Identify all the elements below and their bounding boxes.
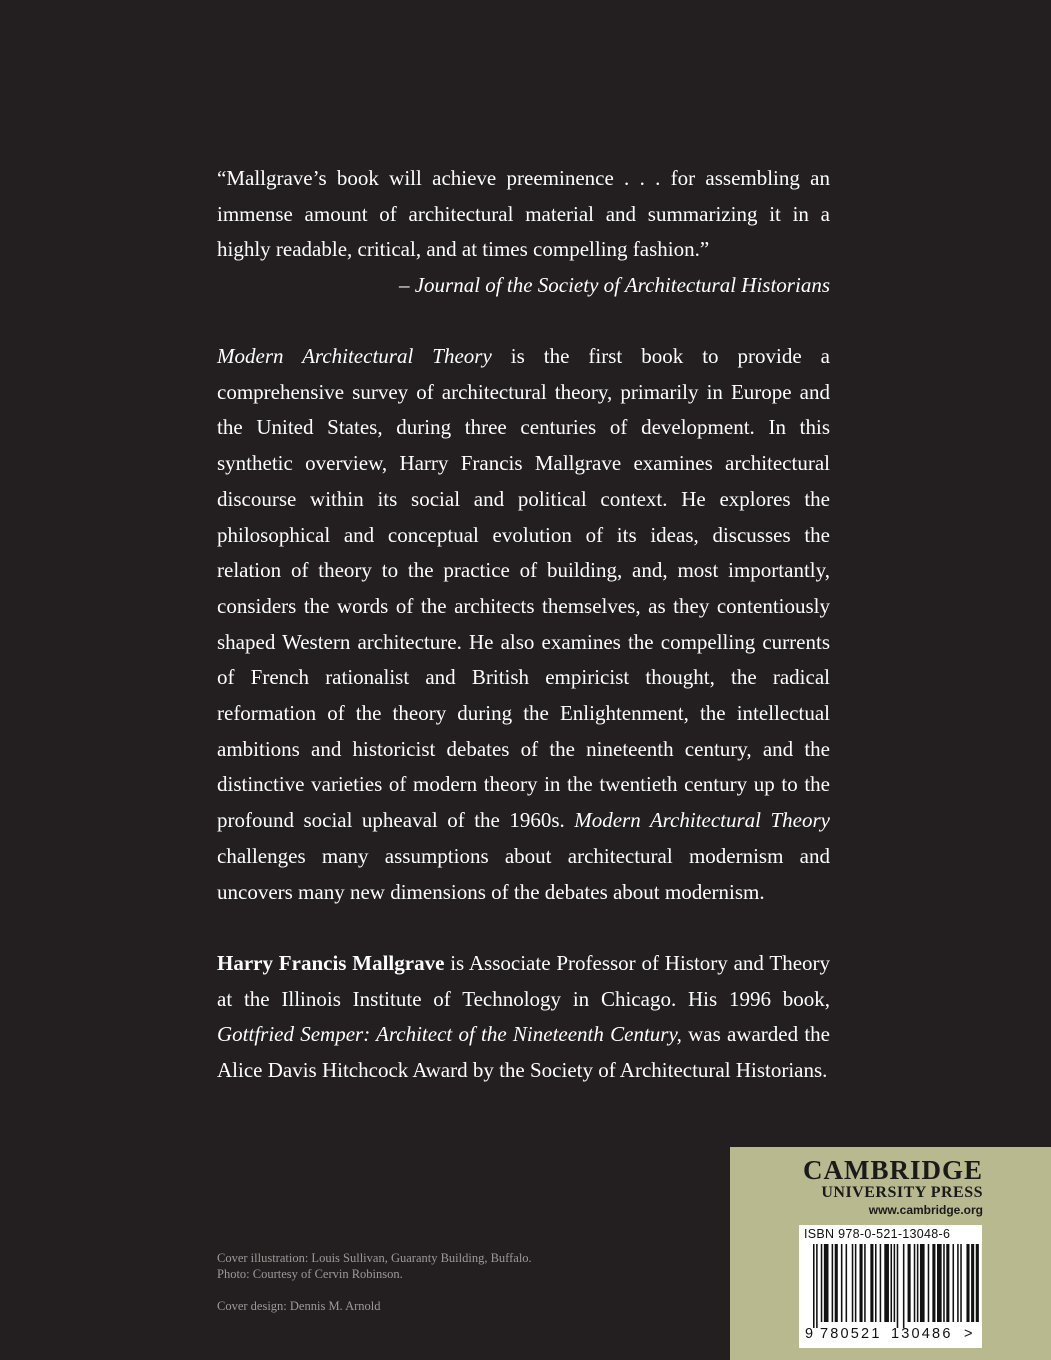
quote-text: “Mallgrave’s book will achieve preeminence . . . for assembling an immense amount of architectural material and summarizing it in a highly readable, critical, and at times compelling fashion.” <box>217 166 830 262</box>
barcode-bar <box>884 1244 889 1322</box>
barcode-bar <box>864 1244 866 1322</box>
author-name: Harry Francis Mallgrave <box>217 951 445 975</box>
barcode-bar <box>894 1244 896 1322</box>
isbn-barcode <box>799 1225 982 1348</box>
publisher-panel <box>730 1147 1051 1360</box>
barcode-bar <box>953 1244 955 1322</box>
barcode-bar <box>903 1244 905 1328</box>
publisher-logo <box>803 1156 983 1218</box>
barcode-bar <box>908 1244 911 1322</box>
barcode-bar <box>821 1244 823 1322</box>
description-text: challenges many assumptions about architectural modernism and uncovers many new dimensions of the debates about modernism. <box>217 843 830 904</box>
previous-book-title: Gottfried Semper: Architect of the Nineteenth Century, <box>217 1022 682 1047</box>
author-bio-text: was awarded the Alice Davis Hitchcock Award by the Society of Architectural Historians. <box>217 1022 830 1083</box>
barcode-bar <box>966 1244 969 1322</box>
barcode-bar <box>870 1244 873 1322</box>
quote-source: – Journal of the Society of Architectural Historians <box>398 273 830 298</box>
illustration-credit: Cover illustration: Louis Sullivan, Guaranty Building, Buffalo. <box>217 1251 532 1265</box>
design-credit: Cover design: Dennis M. Arnold <box>217 1299 381 1313</box>
barcode-bar <box>971 1244 974 1322</box>
barcode-bar <box>917 1244 919 1322</box>
barcode-bar <box>932 1244 935 1322</box>
book-title-italic: Modern Architectural Theory <box>217 344 492 368</box>
barcode-bar <box>937 1244 942 1322</box>
barcode-lead-digit: 9 <box>805 1326 814 1342</box>
barcode-bar <box>880 1244 882 1322</box>
barcode-bar <box>897 1244 899 1328</box>
barcode-bar <box>813 1244 815 1328</box>
barcode-bar <box>841 1244 843 1322</box>
author-bio-text: is Associate Professor of History and Theory at the Illinois Institute of Technology in Chicago. His 1996 book, <box>217 951 831 1011</box>
barcode-bar <box>976 1244 979 1322</box>
barcode-bar <box>946 1244 949 1322</box>
publisher-name-line2: UNIVERSITY PRESS <box>821 1184 983 1201</box>
barcode-bar <box>914 1244 916 1322</box>
barcode-end-marker: > <box>964 1326 973 1342</box>
barcode-group-1: 780521 <box>820 1326 882 1342</box>
barcode-bar <box>957 1244 959 1322</box>
publisher-url: www.cambridge.org <box>868 1203 983 1217</box>
barcode-bar <box>928 1244 930 1322</box>
barcode-bar <box>835 1244 838 1322</box>
barcode-bar <box>832 1244 834 1322</box>
barcode-bar <box>824 1244 829 1322</box>
barcode-bar <box>816 1244 818 1328</box>
photo-credit: Photo: Courtesy of Cervin Robinson. <box>217 1267 403 1281</box>
review-quote <box>217 161 830 304</box>
barcode-bar <box>875 1244 877 1322</box>
cover-credits <box>217 1250 532 1314</box>
barcode-bar <box>960 1244 962 1322</box>
barcode-group-2: 130486 <box>891 1326 953 1342</box>
barcode-bar <box>920 1244 925 1322</box>
publisher-name-line1: CAMBRIDGE <box>802 1155 983 1185</box>
isbn-number: ISBN 978-0-521-13048-6 <box>804 1227 951 1241</box>
barcode-bar <box>852 1244 854 1322</box>
barcode-bar <box>846 1244 848 1322</box>
author-bio <box>217 946 830 1089</box>
barcode-bars <box>799 1244 982 1328</box>
barcode-bar <box>891 1244 893 1322</box>
barcode-bar <box>860 1244 863 1322</box>
book-title-italic: Modern Architectural Theory <box>574 808 830 833</box>
book-description <box>217 339 830 910</box>
description-text: is the first book to provide a comprehensive survey of architectural theory, primarily in Europe and the United States, during three centuries of development. In this synthetic overview, Harry Francis Mallgrave examines architectural discourse within its social and political context. He explores the philosophical and conceptual evolution of its ideas, discusses the relation of theory to the practice of building, and, most importantly, considers the words of the architects themselves, as they contentiously shaped Western architecture. He also examines the compelling currents of French rationalist and British empiricist thought, the radical reformation of the theory during the Enlightenment, the intellectual ambitions and historicist debates of the nineteenth century, and the distinctive varieties of modern theory in the twentieth century up to the profound social upheaval of the 1960s. <box>217 344 831 833</box>
barcode-bar <box>855 1244 857 1322</box>
barcode-bar <box>943 1244 945 1322</box>
